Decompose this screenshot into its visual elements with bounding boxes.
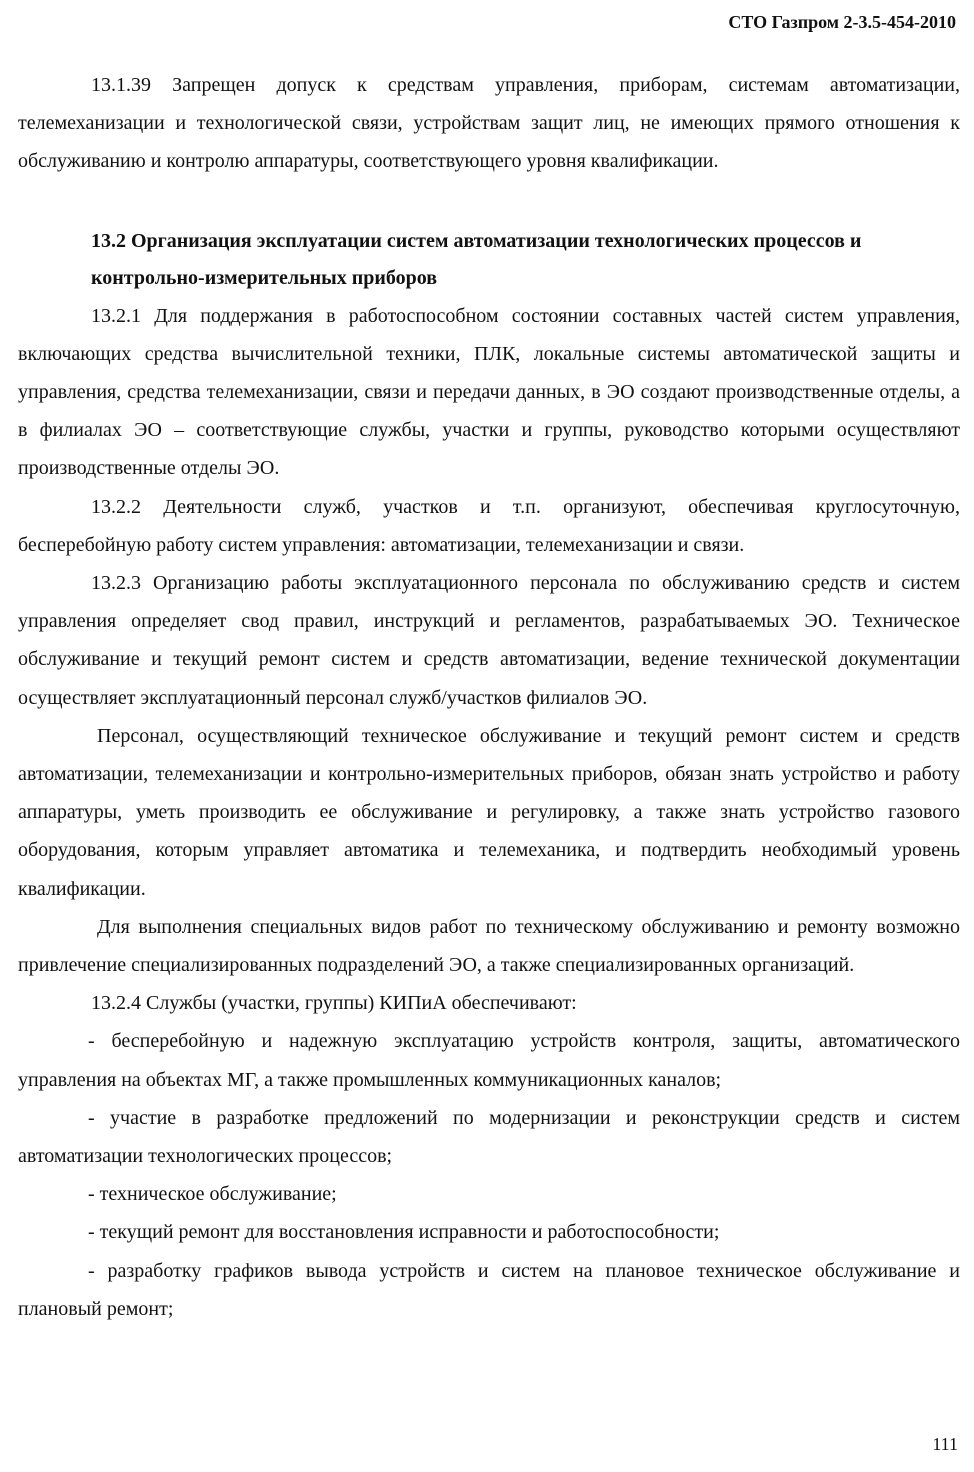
paragraph-13-2-3: 13.2.3 Организацию работы эксплуатационного персонала по обслуживанию средств и систем управления определяет свод правил, инструкций и регламентов, разрабатываемых ЭО. Техническое обслуживание и текущий ремонт систем и средств автоматизации, ведение технической документации осуществляет эксплуатационный персонал служб/участков филиалов ЭО. (18, 572, 960, 709)
list-item: - участие в разработке предложений по модернизации и реконструкции средств и систем автоматизации технологических процессов; (18, 1106, 960, 1168)
list-item: - текущий ремонт для восстановления исправности и работоспособности; (88, 1221, 720, 1244)
paragraph-special-works: Для выполнения специальных видов работ по техническому обслуживанию и ремонту возможно привлечение специализированных подразделений ЭО, а также специализированных организаций. (18, 915, 960, 977)
list-item: - бесперебойную и надежную эксплуатацию устройств контроля, защиты, автоматического управления на объектах МГ, а также промышленных коммуникационных каналов; (18, 1030, 960, 1091)
paragraph-13-2-1: 13.2.1 Для поддержания в работоспособном состоянии составных частей систем управления, включающих средства вычислительной техники, ПЛК, локальные системы автоматической защиты и управления, средства телемеханизации, связи и передачи данных, в ЭО создают производственные отделы, а в филиалах ЭО – соответствующие службы, участки и группы, руководство которыми осуществляют производственные отделы ЭО. (18, 304, 960, 480)
paragraph-13-2-2: 13.2.2 Деятельности служб, участков и т.п. организуют, обеспечивая круглосуточную, бесперебойную работу систем управления: автоматизации, телемеханизации и связи. (18, 495, 960, 556)
paragraph-personnel: Персонал, осуществляющий техническое обслуживание и текущий ремонт систем и средств автоматизации, телемеханизации и контрольно-измерительных приборов, обязан знать устройство и работу аппаратуры, уметь производить ее обслуживание и регулировку, а также знать устройство газового оборудования, которым управляет автоматика и телемеханика, и подтвердить необходимый уровень квалификации. (18, 724, 960, 900)
document-body (18, 66, 960, 1328)
document-code-header: СТО Газпром 2-3.5-454-2010 (728, 12, 956, 32)
list-item: - разработку графиков вывода устройств и систем на плановое техническое обслуживание и плановый ремонт; (18, 1259, 960, 1320)
section-heading-13-2: 13.2 Организация эксплуатации систем автоматизации технологических процессов и контрольно-измерительных приборов (91, 229, 862, 289)
paragraph-13-1-39: 13.1.39 Запрещен допуск к средствам управления, приборам, системам автоматизации, телемеханизации и технологической связи, устройствам защит лиц, не имеющих прямого отношения к обслуживанию и контролю аппаратуры, соответствующего уровня квалификации. (18, 74, 960, 173)
paragraph-13-2-4: 13.2.4 Службы (участки, группы) КИПиА обеспечивают: (91, 992, 577, 1015)
page-number: 111 (932, 1434, 958, 1454)
list-item: - техническое обслуживание; (88, 1183, 337, 1206)
